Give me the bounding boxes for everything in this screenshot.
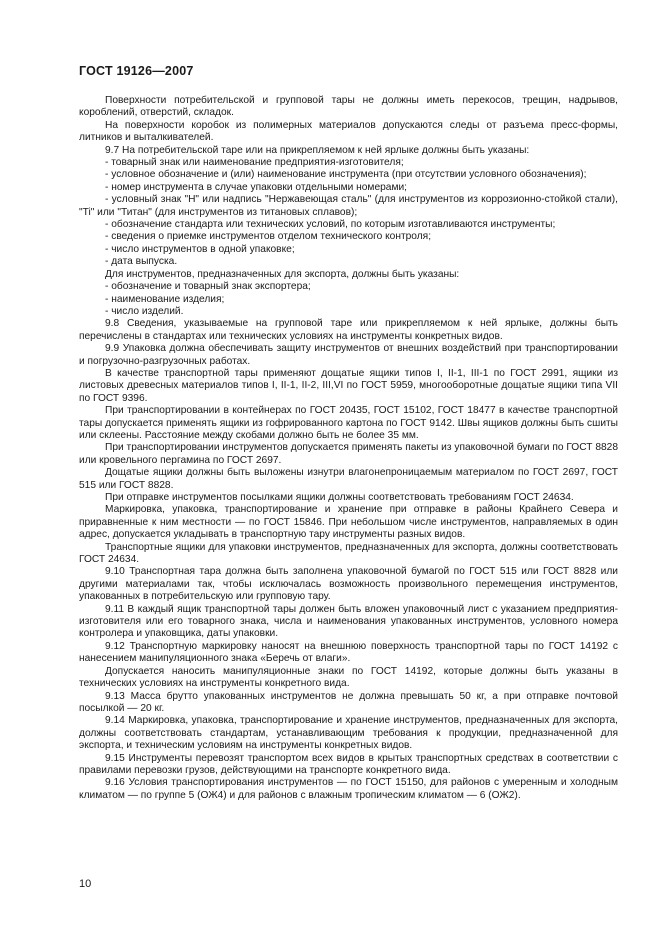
paragraph: Поверхности потребительской и групповой тары не должны иметь перекосов, трещин, надрывов, короблений, отверстий, складок. bbox=[79, 95, 618, 119]
paragraph: На поверхности коробок из полимерных материалов допускаются следы от разъема пресс-формы, литников и выталкивателей. bbox=[79, 119, 618, 144]
paragraph: 9.10 Транспортная тара должна быть заполнена упаковочной бумагой по ГОСТ 515 или ГОСТ 8828 или другими материалами так, чтобы исключалась возможность произвольного перемещения инструментов, упакованных в потребительскую или групповую тару. bbox=[79, 566, 618, 603]
paragraph: - обозначение стандарта или технических условий, по которым изготавливаются инструменты; bbox=[105, 219, 556, 231]
paragraph: 9.12 Транспортную маркировку наносят на внешнюю поверхность транспортной тары по ГОСТ 14192 с нанесением манипуляционного знака «Беречь от влаги». bbox=[79, 640, 618, 665]
paragraph: При отправке инструментов посылками ящики должны соответствовать требованиям ГОСТ 24634. bbox=[105, 492, 574, 503]
paragraph: 9.7 На потребительской таре или на прикрепляемом к ней ярлыке должны быть указаны: bbox=[105, 144, 530, 156]
paragraph: Транспортные ящики для упаковки инструментов, предназначенных для экспорта, должны соответствовать ГОСТ 24634. bbox=[79, 541, 618, 566]
paragraph: При транспортировании инструментов допускается применять пакеты из упаковочной бумаги по ГОСТ 8828 или кровельного пергамина по ГОСТ 2697. bbox=[79, 442, 618, 466]
paragraph: 9.8 Сведения, указываемые на групповой таре или прикрепляемом к ней ярлыке, должны быть перечислены в стандартах или технических условиях на инструменты конкретных видов. bbox=[79, 318, 618, 342]
paragraph: - условный знак "Н" или надпись "Нержавеющая сталь" (для инструментов из коррозионно-стойкой стали), "Ti" или "Титан" (для инструментов из титановых сплавов); bbox=[79, 194, 618, 218]
paragraph: Дощатые ящики должны быть выложены изнутри влагонепроницаемым материалом по ГОСТ 2697, ГОСТ 515 или ГОСТ 8828. bbox=[79, 467, 618, 491]
page-header: ГОСТ 19126—2007 bbox=[79, 64, 194, 78]
paragraph: 9.15 Инструменты перевозят транспортом всех видов в крытых транспортных средствах в соответствии с правилами перевозки грузов, действующими на транспорте конкретного вида. bbox=[79, 752, 618, 776]
paragraph: 9.13 Масса брутто упакованных инструментов не должна превышать 50 кг, а при отправке почтовой посылкой — 20 кг. bbox=[79, 690, 618, 714]
paragraph: 9.14 Маркировка, упаковка, транспортирование и хранение инструментов, предназначенных для экспорта, должны соответствовать стандартам, устанавливающим требования к продукции, предназначенной для экспорта, и техническим условиям на инструменты конкретных видов. bbox=[79, 715, 618, 752]
paragraph: В качестве транспортной тары применяют дощатые ящики типов I, II-1, III-1 по ГОСТ 2991, ящики из листовых древесных материалов типов I, II-1, II-2, III,VI по ГОСТ 5959, многооборотные дощатые ящики типа VII по ГОСТ 9396. bbox=[79, 367, 618, 404]
paragraph: - число изделий. bbox=[105, 305, 184, 317]
document-body bbox=[79, 95, 618, 802]
paragraph: - номер инструмента в случае упаковки отдельными номерами; bbox=[105, 181, 407, 193]
paragraph: Маркировка, упаковка, транспортирование и хранение при отправке в районы Крайнего Севера и приравненные к ним местности — по ГОСТ 15846. При небольшом числе инструментов, направляемых в один адрес, допускается укладывать в транспортную тару инструменты разных видов. bbox=[79, 504, 618, 541]
paragraph: При транспортировании в контейнерах по ГОСТ 20435, ГОСТ 15102, ГОСТ 18477 в качестве транспортной тары допускается применять ящики из гофрированного картона по ГОСТ 9142. Швы ящиков должны быть сшиты или склеены. Расстояние между скобами должно быть не более 35 мм. bbox=[79, 405, 618, 441]
paragraph: Для инструментов, предназначенных для экспорта, должны быть указаны: bbox=[105, 268, 460, 280]
paragraph: - наименование изделия; bbox=[105, 293, 225, 305]
paragraph: - число инструментов в одной упаковке; bbox=[105, 243, 295, 255]
paragraph: - условное обозначение и (или) наименование инструмента (при отсутствии условного обозначения); bbox=[105, 169, 587, 181]
paragraph: Допускается наносить манипуляционные знаки по ГОСТ 14192, которые должны быть указаны в технических условиях на инструменты конкретного вида. bbox=[79, 665, 618, 690]
paragraph: - дата выпуска. bbox=[105, 256, 178, 268]
paragraph: - сведения о приемке инструментов отделом технического контроля; bbox=[105, 231, 432, 243]
page-number: 10 bbox=[79, 878, 92, 890]
paragraph: - товарный знак или наименование предприятия-изготовителя; bbox=[105, 157, 404, 169]
paragraph: 9.9 Упаковка должна обеспечивать защиту инструментов от внешних воздействий при транспортировании и погрузочно-разгрузочных работах. bbox=[79, 343, 618, 367]
paragraph: 9.11 В каждый ящик транспортной тары должен быть вложен упаковочный лист с указанием предприятия-изготовителя или его товарного знака, числа и наименования упакованных инструментов, условного номера контролера и упаковщика, даты упаковки. bbox=[79, 603, 618, 640]
paragraph: 9.16 Условия транспортирования инструментов — по ГОСТ 15150, для районов с умеренным и холодным климатом — по группе 5 (ОЖ4) и для районов с влажным тропическим климатом — 6 (ОЖ2). bbox=[79, 777, 618, 801]
paragraph: - обозначение и товарный знак экспортера; bbox=[105, 281, 311, 293]
